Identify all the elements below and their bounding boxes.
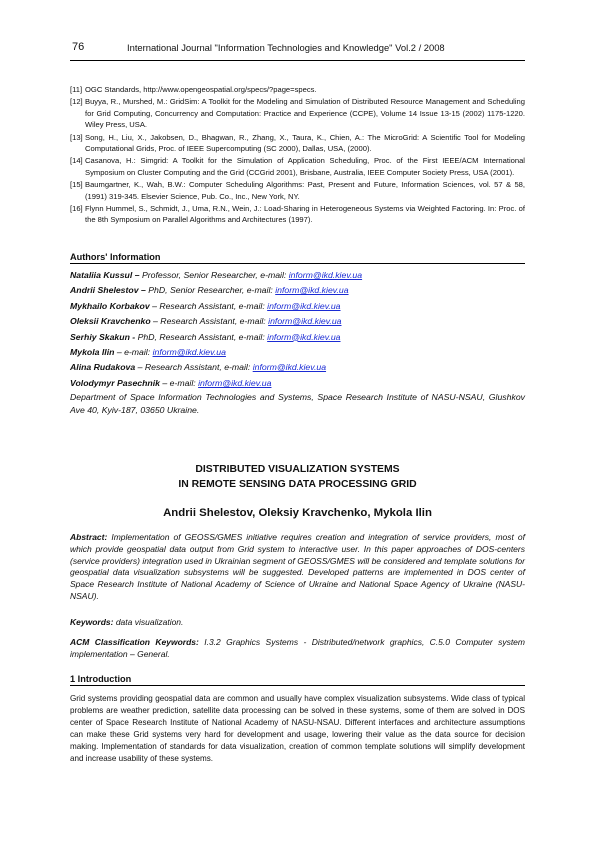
author-entry [70,283,525,298]
author-email-link[interactable]: inform@ikd.kiev.ua [252,362,327,373]
reference-text: Baumgartner, K., Wah, B.W.: Computer Scheduling Algorithms: Past, Present and Future, Information Sciences, vol. 57 & 58, (1991) 319-345. Elsevier Science, Pub. Co., Inc., New York, NY. [85,180,525,201]
authors-information-heading: Authors' Information [70,252,525,264]
paper-title [70,462,525,492]
author-name: Volodymyr Pasechnik [70,377,160,388]
acm-label: ACM Classification Keywords: [70,637,199,647]
author-email-link[interactable]: inform@ikd.kiev.ua [275,285,349,296]
author-entry [70,345,525,360]
reference-number: [14] [70,156,83,166]
author-email-link[interactable]: inform@ikd.kiev.ua [288,270,363,280]
reference-item [70,155,525,178]
acm-classification [70,637,525,661]
journal-title: International Journal "Information Technologies and Knowledge" Vol.2 / 2008 [127,42,445,53]
keywords-text: data visualization. [113,617,184,627]
author-email-link[interactable]: inform@ikd.kiev.ua [267,331,341,342]
introduction-heading: 1 Introduction [70,674,525,686]
abstract-text: Implementation of GEOSS/GMES initiative requires creation and integration of service providers, most of which provide geospatial data output from Grid system to interactive user. In this paper approaches of DOS-centers (service providers) integration used in Ukrainian segment of GEOSS/GMES will be considered and template solutions for geospatial data visualization subsystems will be suggested. Developed patterns are implemented in DOS center of Space Research Institute of National Academy of Science of Ukraine and National Space Agency of Ukraine (NASU-NSAU). [70,532,525,601]
author-entry [70,360,525,375]
paper-title-line: IN REMOTE SENSING DATA PROCESSING GRID [178,479,417,490]
author-role: Professor, Senior Researcher, e-mail: [139,270,289,280]
keywords [70,617,525,627]
author-entry [70,299,525,314]
reference-text: OGC Standards, http://www.opengeospatial.org/specs/?page=specs. [85,85,317,94]
paper-authors: Andrii Shelestov, Oleksiy Kravchenko, Mykola Ilin [163,507,432,519]
author-email-link[interactable]: inform@ikd.kiev.ua [198,377,272,388]
acm-text: I.3.2 Graphics Systems - Distributed/network graphics, C.5.0 Computer system implementation – General. [70,637,525,659]
reference-item [70,203,525,226]
author-role: PhD, Senior Researcher, e-mail: [145,285,276,296]
reference-item [70,179,525,202]
author-role: – e-mail: [159,377,199,388]
author-email-link[interactable]: inform@ikd.kiev.ua [267,300,341,311]
reference-text: Flynn Hummel, S., Schmidt, J., Uma, R.N., Wein, J.: Load-Sharing in Heterogeneous Systems via Weighted Factoring. In: Proc. of the 8th Symposium on Parallel Algorithms and Architectures (1997). [85,204,525,225]
introduction-paragraph: Grid systems providing geospatial data are common and usually have complex visualization subsystems. Wide class of typical problems are weather prediction, satellite data processing can be solved in these systems, some of them are solved in DOS center of Space Research Institute of National Academy of NASU-NSAU. Different interfaces and architecture assumptions can make these Grid systems very hard for development and usage, lowering their value as the data source for decision making. Implementation of standards for data visualization, creation of common template solutions will simplify development and increase usability of these systems. [70,694,525,763]
authors-list [70,268,525,417]
author-entry [70,330,525,345]
author-email-link[interactable]: inform@ikd.kiev.ua [268,316,342,327]
author-name: Serhiy Skakun - [70,331,136,342]
header-divider [70,60,525,61]
author-name: Oleksii Kravchenko [70,316,151,327]
author-name: Andrii Shelestov – [70,285,146,296]
author-role: – e-mail: [114,347,153,358]
reference-text: Casanova, H.: Simgrid: A Toolkit for the Simulation of Application Scheduling, Proc. of the First IEEE/ACM International Symposium on Cluster Computing and the Grid (CCGrid 2001), Brisbane, Australia, IEEE Computer Society Press, USA (2001). [85,156,525,177]
department-address: Department of Space Information Technologies and Systems, Space Research Institute of NASU-NSAU, Glushkov Ave 40, Kyiv-187, 03650 Ukraine. [70,392,525,416]
author-entry [70,314,525,329]
reference-item [70,132,525,155]
author-name: Nataliia Kussul – [70,270,140,280]
author-email-link[interactable]: inform@ikd.kiev.ua [152,347,226,358]
keywords-label: Keywords: [70,617,114,627]
author-name: Alina Rudakova [70,362,136,373]
reference-list [70,84,525,227]
reference-item [70,96,525,130]
abstract [70,532,525,603]
reference-number: [13] [70,132,83,142]
author-entry [70,268,525,283]
author-role: PhD, Research Assistant, e-mail: [135,331,268,342]
reference-number: [15] [70,180,83,190]
reference-text: Song, H., Liu, X., Jakobsen, D., Bhagwan, R., Zhang, X., Taura, K., Chien, A.: The MicroGrid: A Scientific Tool for Modeling Computational Grids, Proc. of IEEE Supercomputing (SC 2000), Dallas, USA, (2000). [85,132,525,154]
author-name: Mykola Ilin [70,347,115,358]
author-name: Mykhailo Korbakov [70,300,150,311]
reference-number: [12] [70,97,83,107]
reference-number: [16] [70,204,83,214]
page-number: 76 [72,41,85,53]
reference-text: Buyya, R., Murshed, M.: GridSim: A Toolkit for the Modeling and Simulation of Distributed Resource Management and Scheduling for Grid Computing, Concurrency and Computation: Practice and Experience (CCPE), Volume 14 Issue 13-15 (2002) 1175-1220. Wiley Press, USA. [85,97,525,130]
author-role: – Research Assistant, e-mail: [150,316,269,327]
author-entry [70,376,525,391]
author-role: – Research Assistant, e-mail: [135,362,253,373]
running-header [70,39,525,59]
reference-item [70,84,525,95]
abstract-label: Abstract: [70,532,108,542]
paper-title-line: DISTRIBUTED VISUALIZATION SYSTEMS [195,464,400,475]
reference-number: [11] [70,85,83,94]
author-role: – Research Assistant, e-mail: [149,300,268,311]
